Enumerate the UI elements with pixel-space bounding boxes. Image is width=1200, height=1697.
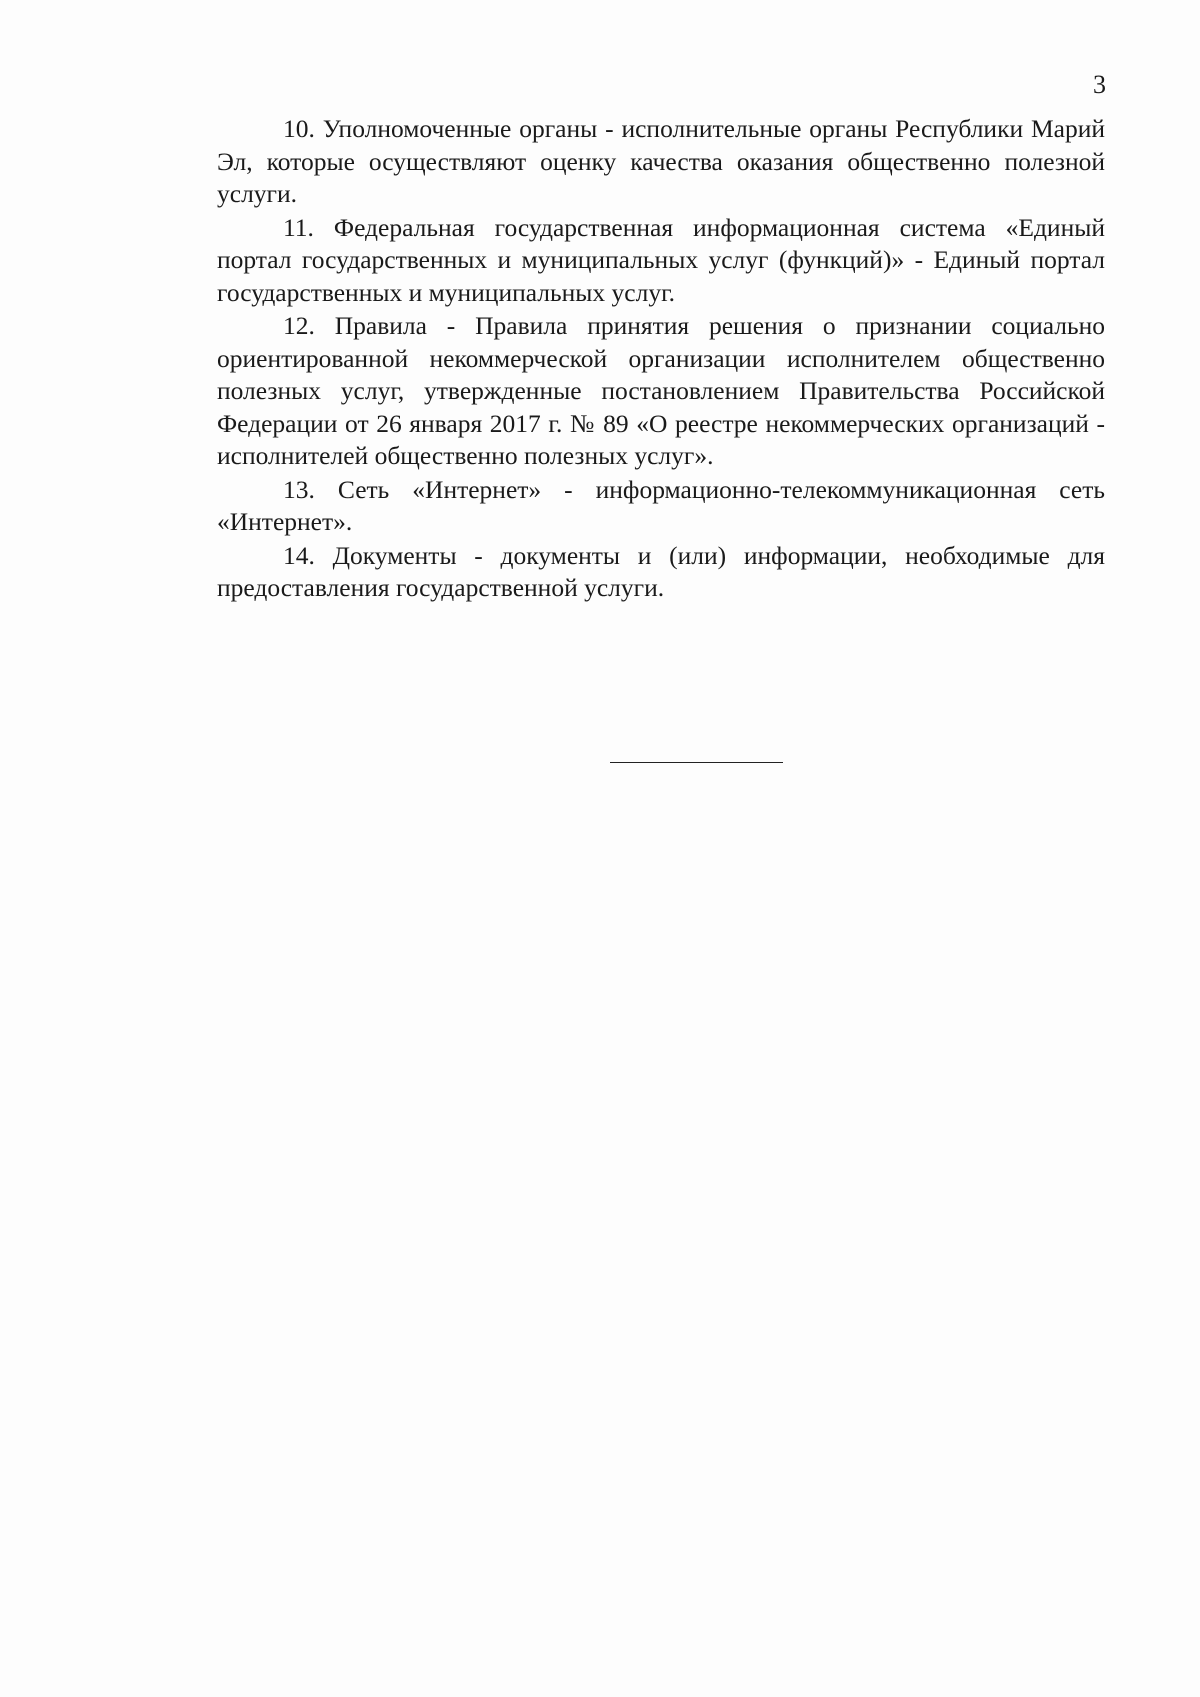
closing-divider-line [610, 762, 783, 763]
paragraph-text: Федеральная государственная информационная система «Единый портал государственных и муниципальных услуг (функций)» - Единый портал государственных и муниципальных услуг. [217, 212, 1105, 307]
paragraph-text: Документы - документы и (или) информации, необходимые для предоставления государственной услуги. [217, 540, 1106, 602]
paragraph-11 [217, 212, 1105, 310]
document-body [217, 113, 1105, 606]
paragraph-number: 12. [283, 311, 315, 340]
paragraph-number: 13. [283, 474, 315, 504]
paragraph-14 [217, 540, 1105, 605]
paragraph-10 [217, 113, 1105, 211]
paragraph-text: Правила - Правила принятия решения о признании социально ориентированной некоммерческой организации исполнителем общественно полезных услуг, утвержденные постановлением Правительства Российской Федерации от 26 января 2017 г. № 89 «О реестре некоммерческих организаций - исполнителей общественно полезных услуг». [217, 311, 1106, 470]
paragraph-text: Уполномоченные органы - исполнительные органы Республики Марий Эл, которые осуществляют оценку качества оказания общественно полезной услуги. [217, 114, 1105, 208]
paragraph-13 [217, 474, 1105, 539]
page-number: 3 [1093, 70, 1106, 99]
paragraph-text: Сеть «Интернет» - информационно-телекоммуникационная сеть «Интернет». [217, 474, 1106, 536]
paragraph-number: 14. [283, 540, 315, 570]
paragraph-number: 11. [283, 212, 314, 242]
paragraph-12 [217, 310, 1105, 473]
paragraph-number: 10. [283, 114, 315, 143]
